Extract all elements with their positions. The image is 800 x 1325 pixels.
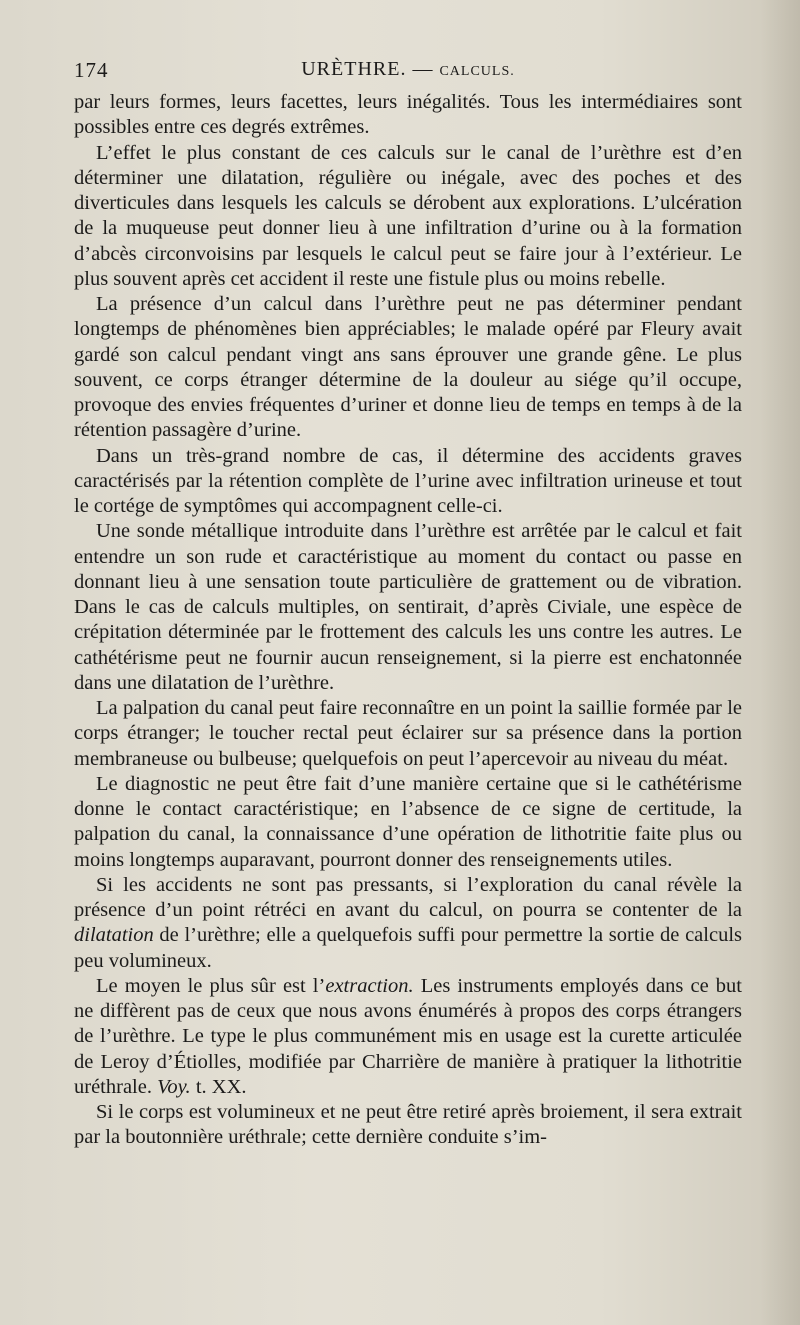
paragraph xyxy=(74,873,742,974)
paragraph: La présence d’un calcul dans l’urèthre peut ne pas déterminer pendant longtemps de phénomènes bien appréciables; le malade opéré par Fleury avait gardé son calcul pendant vingt ans sans éprouver une grande gêne. Le plus souvent, ce corps étranger détermine de la douleur au siége qu’il occupe, provoque des envies fréquentes d’uriner et donne lieu de temps en temps à de la rétention passagère d’urine. xyxy=(74,293,742,442)
paragraph-text: Les instruments employés dans ce but ne diffèrent pas de ceux que nous avons énumérés à propos des corps étrangers de l’urèthre. Le type le plus communément mis en usage est la curette articulée de Leroy d’Étiolles, modifiée par Charrière de manière à pratiquer la lithotritie uréthrale. xyxy=(74,974,742,1098)
paragraph: Le diagnostic ne peut être fait d’une manière certaine que si le cathétérisme donne le contact caractéristique; en l’absence de ce signe de certitude, la palpation du canal, la connaissance d’une opération de lithotritie faite plus ou moins longtemps auparavant, pourront donner des renseignements utiles. xyxy=(74,772,742,871)
paragraph: La palpation du canal peut faire reconnaître en un point la saillie formée par le corps étranger; le toucher rectal peut éclairer sur sa présence dans la portion membraneuse ou bulbeuse; quelquefois on peut l’apercevoir au niveau du méat. xyxy=(74,697,742,770)
paragraph: par leurs formes, leurs facettes, leurs inégalités. Tous les intermédiaires sont possibles entre ces degrés extrêmes. xyxy=(74,91,742,139)
page-number: 174 xyxy=(74,58,109,82)
paragraph xyxy=(74,974,742,1100)
running-title xyxy=(74,58,742,81)
italic-term: extraction. xyxy=(325,974,414,997)
running-title-sub: CALCULS. xyxy=(439,64,515,79)
paragraph: Si le corps est volumineux et ne peut être retiré après broiement, il sera extrait par la boutonnière uréthrale; cette dernière conduite s’im- xyxy=(74,1101,742,1149)
paragraph-text: de l’urèthre; elle a quelquefois suffi pour permettre la sortie de calculs peu volumineux. xyxy=(74,924,742,972)
italic-reference: Voy. xyxy=(157,1075,191,1098)
paragraph: Une sonde métallique introduite dans l’urèthre est arrêtée par le calcul et fait entendre un son rude et caractéristique au moment du contact ou passe en donnant lieu à une sensation toute particulière de grattement ou de vibration. Dans le cas de calculs multiples, on sentirait, d’après Civiale, une espèce de crépitation déterminée par le frottement des calculs les uns contre les autres. Le cathétérisme peut ne fournir aucun renseignement, si la pierre est enchatonnée dans une dilatation de l’urèthre. xyxy=(74,520,742,694)
paragraph: L’effet le plus constant de ces calculs sur le canal de l’urèthre est d’en déterminer une dilatation, régulière ou inégale, avec des poches et des diverticules dans lesquels les calculs se dérobent aux explorations. L’ulcération de la muqueuse peut donner lieu à une infiltration d’urine ou à la formation d’abcès circonvoisins par lesquels le calcul peut se faire jour à l’extérieur. Le plus souvent après cet accident il reste une fistule plus ou moins rebelle. xyxy=(74,141,742,290)
italic-term: dilatation xyxy=(74,924,154,947)
running-title-dash: — xyxy=(406,58,440,80)
paragraph: Dans un très-grand nombre de cas, il détermine des accidents graves caractérisés par la rétention complète de l’urine avec infiltration urineuse et tout le cortége de symptômes qui accompagnent celle-ci. xyxy=(74,444,742,517)
paragraph-text: t. XX. xyxy=(190,1075,247,1098)
running-title-main: URÈTHRE. xyxy=(301,58,407,80)
body-text xyxy=(74,90,742,1151)
page-header xyxy=(74,58,742,88)
page-edge-shadow xyxy=(760,0,800,1325)
paragraph-text: Le moyen le plus sûr est l’ xyxy=(96,974,326,997)
paragraph-text: Si les accidents ne sont pas pressants, si l’exploration du canal révèle la présence d’un point rétréci en avant du calcul, on pourra se contenter de la xyxy=(74,873,742,921)
